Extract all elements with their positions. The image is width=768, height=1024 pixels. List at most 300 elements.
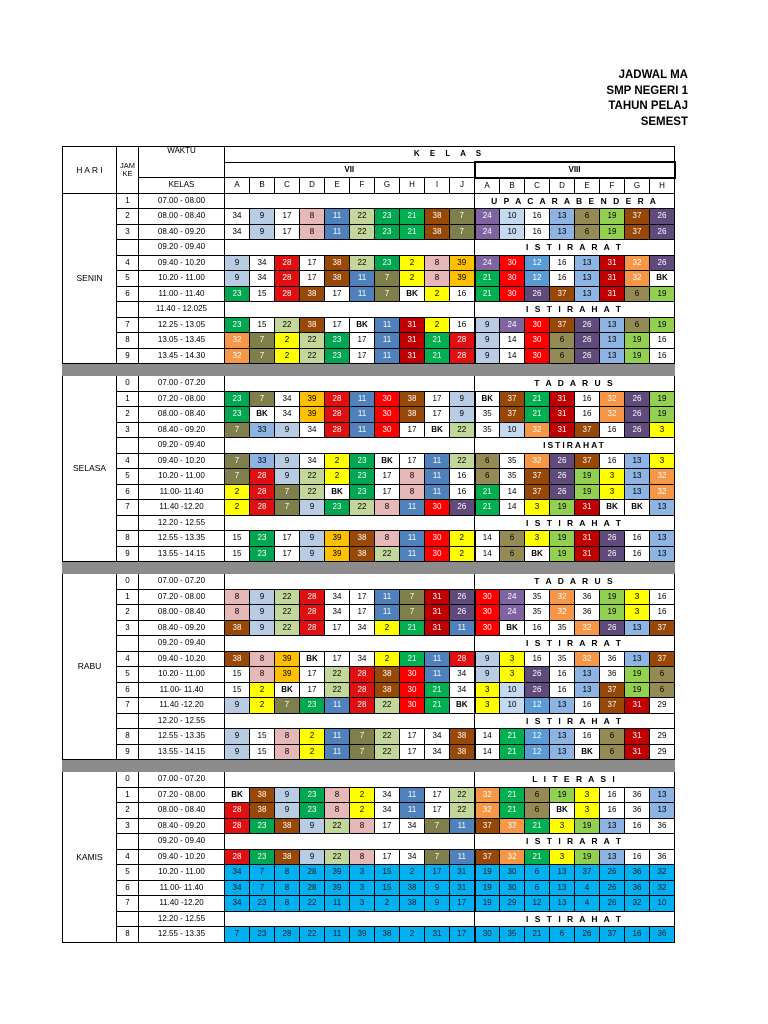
subject-cell: 10 [500, 224, 525, 240]
subject-cell: 34 [350, 620, 375, 636]
subject-cell: 16 [625, 531, 650, 547]
period-time: 09.40 - 10.20 [139, 651, 225, 667]
header-grade-7: VII [225, 162, 475, 178]
subject-cell: 19 [475, 880, 500, 896]
subject-cell: 13 [650, 500, 675, 516]
subject-cell: 31 [550, 407, 575, 423]
subject-cell: 37 [650, 620, 675, 636]
subject-cell: 32 [475, 803, 500, 819]
schedule-row [63, 255, 675, 271]
subject-cell: 13 [625, 651, 650, 667]
subject-cell: 21 [425, 348, 450, 364]
schedule-row [63, 422, 675, 438]
subject-cell: 9 [425, 896, 450, 912]
schedule-row [63, 574, 675, 590]
subject-cell: 12 [525, 744, 550, 760]
period-number: 7 [117, 500, 139, 516]
class-header-7a: A [225, 178, 250, 194]
subject-cell: 31 [425, 927, 450, 943]
subject-cell: 32 [500, 849, 525, 865]
subject-cell: 3 [550, 849, 575, 865]
day-separator-bar [63, 364, 675, 376]
subject-cell: 17 [350, 333, 375, 349]
subject-cell: 19 [550, 546, 575, 562]
subject-cell: 24 [475, 224, 500, 240]
subject-cell: 39 [325, 865, 350, 881]
subject-cell: 32 [225, 333, 250, 349]
subject-cell: 39 [325, 531, 350, 547]
schedule-row [63, 453, 675, 469]
subject-cell: 7 [225, 469, 250, 485]
subject-cell: 8 [425, 271, 450, 287]
subject-cell: 38 [450, 744, 475, 760]
subject-cell: 31 [425, 620, 450, 636]
period-number: 8 [117, 531, 139, 547]
period-number: 1 [117, 787, 139, 803]
period-number: 7 [117, 896, 139, 912]
subject-cell: 13 [550, 880, 575, 896]
subject-cell: 21 [525, 927, 550, 943]
subject-cell: 31 [450, 880, 475, 896]
subject-cell: 22 [325, 849, 350, 865]
break-label: I S T I R A H A T [475, 911, 675, 927]
subject-cell: 17 [450, 927, 475, 943]
subject-cell: 32 [575, 651, 600, 667]
header-row-1 [63, 147, 675, 163]
subject-cell: 12 [525, 896, 550, 912]
subject-cell: 9 [300, 818, 325, 834]
subject-cell: 35 [550, 620, 575, 636]
subject-cell: 9 [250, 620, 275, 636]
subject-cell: 36 [625, 787, 650, 803]
break-label: I S T I R A R A T [475, 834, 675, 850]
subject-cell: 34 [300, 453, 325, 469]
period-time: 10.20 - 11.00 [139, 271, 225, 287]
period-number: 6 [117, 484, 139, 500]
schedule-row [63, 880, 675, 896]
period-number: 4 [117, 255, 139, 271]
class-header-7b: B [250, 178, 275, 194]
subject-cell: 11 [375, 589, 400, 605]
subject-cell: 13 [575, 682, 600, 698]
subject-cell: 29 [650, 698, 675, 714]
subject-cell: 2 [325, 469, 350, 485]
subject-cell: 15 [225, 682, 250, 698]
subject-cell: 2 [400, 927, 425, 943]
subject-cell: 23 [225, 391, 250, 407]
grade-7-break-cell [225, 240, 475, 256]
day-separator-bar [63, 760, 675, 772]
subject-cell: 23 [250, 531, 275, 547]
subject-cell: 16 [525, 209, 550, 225]
subject-cell: 13 [575, 667, 600, 683]
subject-cell: 30 [475, 927, 500, 943]
subject-cell: 19 [650, 317, 675, 333]
subject-cell: 3 [625, 605, 650, 621]
subject-cell: 3 [525, 500, 550, 516]
subject-cell: 6 [525, 865, 550, 881]
subject-cell: 31 [575, 531, 600, 547]
subject-cell: 23 [325, 333, 350, 349]
subject-cell: 33 [250, 453, 275, 469]
subject-cell: 31 [550, 391, 575, 407]
title-line-3: TAHUN PELAJ [608, 100, 688, 112]
subject-cell: 30 [425, 531, 450, 547]
subject-cell: 34 [450, 667, 475, 683]
class-header-7c: C [275, 178, 300, 194]
subject-cell: 17 [425, 865, 450, 881]
subject-cell: 22 [450, 453, 475, 469]
subject-cell: 14 [475, 546, 500, 562]
subject-cell: 34 [375, 787, 400, 803]
subject-cell: 19 [600, 589, 625, 605]
subject-cell: 28 [450, 348, 475, 364]
subject-cell: 7 [250, 333, 275, 349]
subject-cell: 7 [400, 605, 425, 621]
subject-cell: 22 [300, 927, 325, 943]
subject-cell: 35 [525, 605, 550, 621]
subject-cell: BK [625, 500, 650, 516]
subject-cell: 3 [650, 422, 675, 438]
period-time: 07.00 - 07.20 [139, 376, 225, 392]
period-number: 0 [117, 376, 139, 392]
subject-cell: 6 [500, 546, 525, 562]
subject-cell: 28 [300, 605, 325, 621]
subject-cell: BK [550, 803, 575, 819]
subject-cell: 21 [475, 500, 500, 516]
subject-cell: 2 [250, 698, 275, 714]
subject-cell: 38 [400, 896, 425, 912]
subject-cell: 36 [650, 927, 675, 943]
subject-cell: 2 [275, 348, 300, 364]
subject-cell: 21 [400, 620, 425, 636]
period-number: 3 [117, 818, 139, 834]
subject-cell: 38 [225, 651, 250, 667]
grade-7-break-cell [225, 574, 475, 590]
subject-cell: BK [225, 787, 250, 803]
day-name: SENIN [63, 193, 117, 364]
subject-cell: 28 [250, 469, 275, 485]
period-time: 08.40 - 09.20 [139, 224, 225, 240]
subject-cell: 11 [325, 729, 350, 745]
subject-cell: 2 [450, 531, 475, 547]
subject-cell: 19 [475, 896, 500, 912]
subject-cell: 8 [275, 880, 300, 896]
period-time: 07.20 - 08.00 [139, 787, 225, 803]
subject-cell: 13 [550, 224, 575, 240]
schedule-row [63, 729, 675, 745]
subject-cell: 11 [375, 605, 400, 621]
subject-cell: 31 [600, 271, 625, 287]
subject-cell: 8 [275, 729, 300, 745]
subject-cell: 17 [300, 255, 325, 271]
subject-cell: 16 [650, 605, 675, 621]
class-header-7f: F [350, 178, 375, 194]
subject-cell: 32 [650, 484, 675, 500]
header-kelas-title: K E L A S [225, 147, 675, 163]
period-number: 0 [117, 574, 139, 590]
subject-cell: 14 [500, 484, 525, 500]
subject-cell: 22 [300, 333, 325, 349]
subject-cell: 37 [525, 484, 550, 500]
period-time: 08.40 - 09.20 [139, 422, 225, 438]
subject-cell: 13 [600, 348, 625, 364]
subject-cell: 11 [325, 896, 350, 912]
subject-cell: 26 [625, 407, 650, 423]
subject-cell: 11 [425, 469, 450, 485]
subject-cell: 28 [350, 698, 375, 714]
period-time: 12.25 - 13.05 [139, 317, 225, 333]
subject-cell: 7 [375, 286, 400, 302]
subject-cell: 31 [400, 333, 425, 349]
period-time: 11.40 -12.20 [139, 500, 225, 516]
subject-cell: 38 [350, 546, 375, 562]
schedule-row [63, 302, 675, 318]
subject-cell: 16 [450, 317, 475, 333]
subject-cell: 11 [450, 620, 475, 636]
period-time: 09.20 - 09.40 [139, 834, 225, 850]
subject-cell: 37 [600, 927, 625, 943]
schedule-row [63, 317, 675, 333]
subject-cell: BK [375, 453, 400, 469]
subject-cell: 26 [650, 224, 675, 240]
subject-cell: 26 [600, 620, 625, 636]
subject-cell: 17 [300, 271, 325, 287]
subject-cell: 6 [600, 744, 625, 760]
subject-cell: 28 [250, 484, 275, 500]
schedule-row [63, 605, 675, 621]
subject-cell: 34 [275, 391, 300, 407]
period-number: 5 [117, 865, 139, 881]
grade-7-break-cell [225, 193, 475, 209]
subject-cell: 19 [625, 667, 650, 683]
subject-cell: 9 [475, 651, 500, 667]
subject-cell: 17 [350, 348, 375, 364]
subject-cell: 21 [525, 407, 550, 423]
subject-cell: 2 [450, 546, 475, 562]
title-line-4: SEMEST [640, 115, 688, 128]
schedule-row [63, 348, 675, 364]
subject-cell: 23 [250, 849, 275, 865]
subject-cell: 17 [275, 224, 300, 240]
period-number: 2 [117, 407, 139, 423]
subject-cell: BK [600, 500, 625, 516]
subject-cell: 8 [300, 224, 325, 240]
subject-cell: 2 [300, 729, 325, 745]
subject-cell: 13 [625, 469, 650, 485]
subject-cell: 23 [250, 818, 275, 834]
subject-cell: 16 [550, 271, 575, 287]
subject-cell: 31 [600, 286, 625, 302]
subject-cell: 38 [400, 880, 425, 896]
subject-cell: 22 [350, 209, 375, 225]
schedule-row [63, 469, 675, 485]
subject-cell: 37 [525, 469, 550, 485]
subject-cell: 28 [225, 818, 250, 834]
subject-cell: 22 [275, 317, 300, 333]
subject-cell: 38 [225, 620, 250, 636]
period-time: 08.00 - 08.40 [139, 605, 225, 621]
subject-cell: 31 [425, 589, 450, 605]
period-number: 9 [117, 546, 139, 562]
period-time: 12.55 - 13.35 [139, 927, 225, 943]
class-header-8h: H [650, 178, 675, 194]
subject-cell: 19 [575, 849, 600, 865]
period-time: 11.40 - 12.025 [139, 302, 225, 318]
subject-cell: 23 [325, 500, 350, 516]
period-number: 5 [117, 667, 139, 683]
subject-cell: 2 [325, 453, 350, 469]
period-number [117, 438, 139, 454]
subject-cell: 35 [525, 589, 550, 605]
subject-cell: 22 [300, 469, 325, 485]
subject-cell: 37 [475, 818, 500, 834]
subject-cell: 28 [350, 667, 375, 683]
subject-cell: 21 [400, 209, 425, 225]
subject-cell: 11 [375, 317, 400, 333]
period-number: 5 [117, 271, 139, 287]
subject-cell: 22 [375, 744, 400, 760]
subject-cell: 3 [600, 484, 625, 500]
subject-cell: 11 [450, 818, 475, 834]
subject-cell: 22 [450, 422, 475, 438]
subject-cell: 37 [475, 849, 500, 865]
subject-cell: 13 [550, 698, 575, 714]
subject-cell: 21 [425, 333, 450, 349]
subject-cell: 19 [575, 818, 600, 834]
subject-cell: 30 [500, 880, 525, 896]
subject-cell: BK [325, 484, 350, 500]
subject-cell: 39 [450, 255, 475, 271]
subject-cell: 38 [375, 682, 400, 698]
subject-cell: 24 [475, 209, 500, 225]
subject-cell: 38 [400, 391, 425, 407]
header-kelas-label: KELAS [139, 178, 225, 194]
class-header-8f: F [600, 178, 625, 194]
period-time: 09.40 - 10.20 [139, 453, 225, 469]
subject-cell: 38 [400, 407, 425, 423]
subject-cell: 32 [650, 469, 675, 485]
subject-cell: 37 [575, 453, 600, 469]
subject-cell: 3 [475, 682, 500, 698]
subject-cell: 8 [225, 605, 250, 621]
subject-cell: 11 [325, 927, 350, 943]
subject-cell: 14 [475, 531, 500, 547]
period-time: 08.40 - 09.20 [139, 620, 225, 636]
subject-cell: 30 [475, 605, 500, 621]
subject-cell: 14 [475, 744, 500, 760]
subject-cell: 16 [575, 729, 600, 745]
subject-cell: 22 [275, 620, 300, 636]
period-time: 07.20 - 08.00 [139, 391, 225, 407]
subject-cell: 36 [650, 818, 675, 834]
subject-cell: 23 [350, 469, 375, 485]
subject-cell: 19 [650, 391, 675, 407]
subject-cell: 10 [500, 698, 525, 714]
period-time: 10.20 - 11.00 [139, 865, 225, 881]
subject-cell: 38 [375, 927, 400, 943]
subject-cell: 17 [400, 422, 425, 438]
subject-cell: 21 [475, 271, 500, 287]
subject-cell: 32 [525, 453, 550, 469]
period-time: 09.40 - 10.20 [139, 255, 225, 271]
subject-cell: 19 [625, 333, 650, 349]
subject-cell: 28 [275, 286, 300, 302]
header-hari: H A R I [63, 147, 117, 194]
subject-cell: 30 [475, 620, 500, 636]
subject-cell: 9 [250, 209, 275, 225]
subject-cell: 30 [475, 589, 500, 605]
subject-cell: 7 [250, 865, 275, 881]
subject-cell: 36 [625, 865, 650, 881]
subject-cell: 3 [625, 589, 650, 605]
subject-cell: 34 [400, 818, 425, 834]
schedule-row [63, 849, 675, 865]
period-number: 3 [117, 422, 139, 438]
class-header-7h: H [400, 178, 425, 194]
schedule-row [63, 698, 675, 714]
subject-cell: 17 [325, 651, 350, 667]
subject-cell: 7 [350, 744, 375, 760]
subject-cell: 8 [325, 787, 350, 803]
period-time: 11.40 -12.20 [139, 896, 225, 912]
subject-cell: 9 [275, 787, 300, 803]
subject-cell: 31 [400, 348, 425, 364]
subject-cell: 16 [600, 453, 625, 469]
subject-cell: 35 [475, 407, 500, 423]
subject-cell: 19 [575, 469, 600, 485]
break-label: T A D A R U S [475, 376, 675, 392]
subject-cell: 6 [625, 286, 650, 302]
subject-cell: 16 [650, 348, 675, 364]
subject-cell: 8 [225, 589, 250, 605]
subject-cell: 28 [450, 333, 475, 349]
schedule-row [63, 803, 675, 819]
subject-cell: 37 [550, 286, 575, 302]
subject-cell: 19 [550, 787, 575, 803]
subject-cell: 13 [600, 317, 625, 333]
subject-cell: 37 [500, 391, 525, 407]
subject-cell: 30 [375, 391, 400, 407]
subject-cell: 36 [600, 667, 625, 683]
subject-cell: 32 [650, 880, 675, 896]
class-header-8c: C [525, 178, 550, 194]
break-label: I S T I R A H A T [475, 302, 675, 318]
header-grade-8: VIII [475, 162, 675, 178]
subject-cell: 30 [525, 348, 550, 364]
subject-cell: 34 [250, 271, 275, 287]
schedule-row [63, 911, 675, 927]
subject-cell: 24 [475, 255, 500, 271]
schedule-row [63, 834, 675, 850]
subject-cell: 34 [400, 849, 425, 865]
subject-cell: 28 [325, 422, 350, 438]
subject-cell: 26 [625, 391, 650, 407]
subject-cell: 16 [450, 484, 475, 500]
subject-cell: 6 [525, 803, 550, 819]
subject-cell: 19 [625, 348, 650, 364]
subject-cell: 37 [600, 682, 625, 698]
subject-cell: 13 [550, 209, 575, 225]
subject-cell: 23 [300, 787, 325, 803]
subject-cell: 35 [550, 651, 575, 667]
subject-cell: 11 [450, 849, 475, 865]
subject-cell: 9 [475, 667, 500, 683]
subject-cell: 35 [500, 927, 525, 943]
subject-cell: 10 [650, 896, 675, 912]
subject-cell: 36 [575, 589, 600, 605]
subject-cell: 8 [325, 803, 350, 819]
